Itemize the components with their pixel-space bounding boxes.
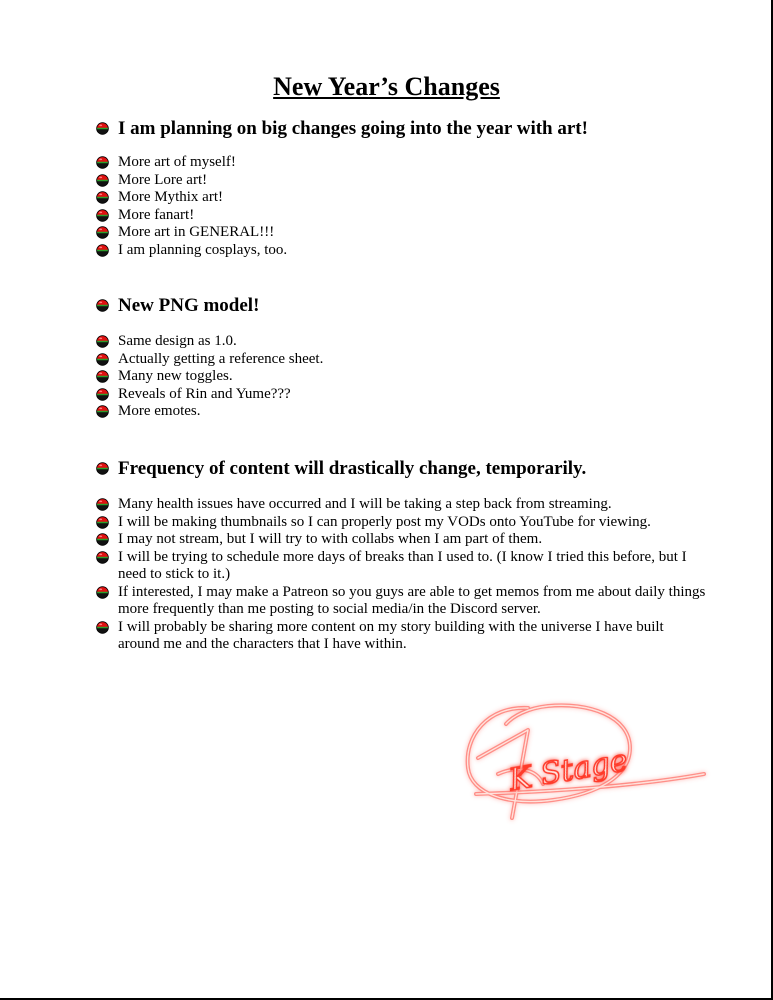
list-item xyxy=(96,496,706,514)
list-item xyxy=(96,333,706,351)
list-item xyxy=(96,351,706,369)
list-item xyxy=(96,619,706,654)
red-black-ball-bullet-icon xyxy=(96,226,109,239)
red-black-ball-bullet-icon xyxy=(96,174,109,187)
list-item-text: Actually getting a reference sheet. xyxy=(118,350,324,367)
red-black-ball-bullet-icon xyxy=(96,516,109,529)
red-black-ball-bullet-icon xyxy=(96,388,109,401)
list-item xyxy=(96,207,706,225)
red-black-ball-bullet-icon xyxy=(96,462,109,475)
section-png-model xyxy=(96,293,706,421)
list-item xyxy=(96,531,706,549)
list-item xyxy=(96,224,706,242)
list-item-text: I will probably be sharing more content on my story building with the universe I have built around me and the characters that I have within. xyxy=(118,618,664,652)
list-item-text: More emotes. xyxy=(118,403,201,419)
list-item-text: I may not stream, but I will try to with collabs when I am part of them. xyxy=(118,531,543,547)
red-black-ball-bullet-icon xyxy=(96,244,109,257)
list-item-text: If interested, I may make a Patreon so you guys are able to get memos from me about daily things more frequently than me posting to social media/in the Discord server. xyxy=(118,583,706,617)
list-item xyxy=(96,584,706,619)
list-item-text: Same design as 1.0. xyxy=(118,333,237,349)
red-black-ball-bullet-icon xyxy=(96,621,109,634)
red-black-ball-bullet-icon xyxy=(96,335,109,348)
red-black-ball-bullet-icon xyxy=(96,299,109,312)
section-heading-text: I am planning on big changes going into the year with art! xyxy=(118,118,588,139)
bullet-list xyxy=(96,496,706,654)
list-item-text: More fanart! xyxy=(118,206,195,223)
list-item-text: Many health issues have occurred and I will be taking a step back from streaming. xyxy=(118,496,612,512)
section-art-plans xyxy=(96,116,706,259)
list-item-text: Many new toggles. xyxy=(118,368,233,384)
red-black-ball-bullet-icon xyxy=(96,156,109,169)
section-heading xyxy=(96,293,706,319)
list-item xyxy=(96,242,706,260)
red-black-ball-bullet-icon xyxy=(96,353,109,366)
bullet-list xyxy=(96,154,706,259)
section-content-frequency xyxy=(96,456,706,654)
red-black-ball-bullet-icon xyxy=(96,122,109,135)
red-black-ball-bullet-icon xyxy=(96,370,109,383)
bullet-list xyxy=(96,333,706,421)
red-black-ball-bullet-icon xyxy=(96,191,109,204)
list-item xyxy=(96,368,706,386)
signature-text: K Stage xyxy=(506,743,631,799)
section-heading xyxy=(96,456,706,482)
red-black-ball-bullet-icon xyxy=(96,551,109,564)
list-item xyxy=(96,386,706,404)
signature xyxy=(458,696,713,826)
list-item-text: I will be making thumbnails so I can properly post my VODs onto YouTube for viewing. xyxy=(118,513,651,530)
red-black-ball-bullet-icon xyxy=(96,405,109,418)
list-item-text: More Lore art! xyxy=(118,171,208,188)
list-item xyxy=(96,549,706,584)
list-item-text: Reveals of Rin and Yume??? xyxy=(118,385,291,402)
list-item-text: More Mythix art! xyxy=(118,189,223,205)
red-black-ball-bullet-icon xyxy=(96,586,109,599)
list-item xyxy=(96,154,706,172)
list-item xyxy=(96,172,706,190)
section-heading xyxy=(96,116,706,142)
list-item-text: More art of myself! xyxy=(118,154,236,170)
red-black-ball-bullet-icon xyxy=(96,209,109,222)
list-item-text: More art in GENERAL!!! xyxy=(118,224,275,240)
red-black-ball-bullet-icon xyxy=(96,533,109,546)
page-title: New Year’s Changes xyxy=(273,72,500,101)
list-item-text: I will be trying to schedule more days of breaks than I used to. (I know I tried this before, but I need to stick to it.) xyxy=(118,548,687,582)
section-heading-text: Frequency of content will drastically change, temporarily. xyxy=(118,458,587,479)
list-item xyxy=(96,403,706,421)
list-item xyxy=(96,514,706,532)
section-heading-text: New PNG model! xyxy=(118,295,260,316)
list-item xyxy=(96,189,706,207)
red-black-ball-bullet-icon xyxy=(96,498,109,511)
list-item-text: I am planning cosplays, too. xyxy=(118,241,288,258)
